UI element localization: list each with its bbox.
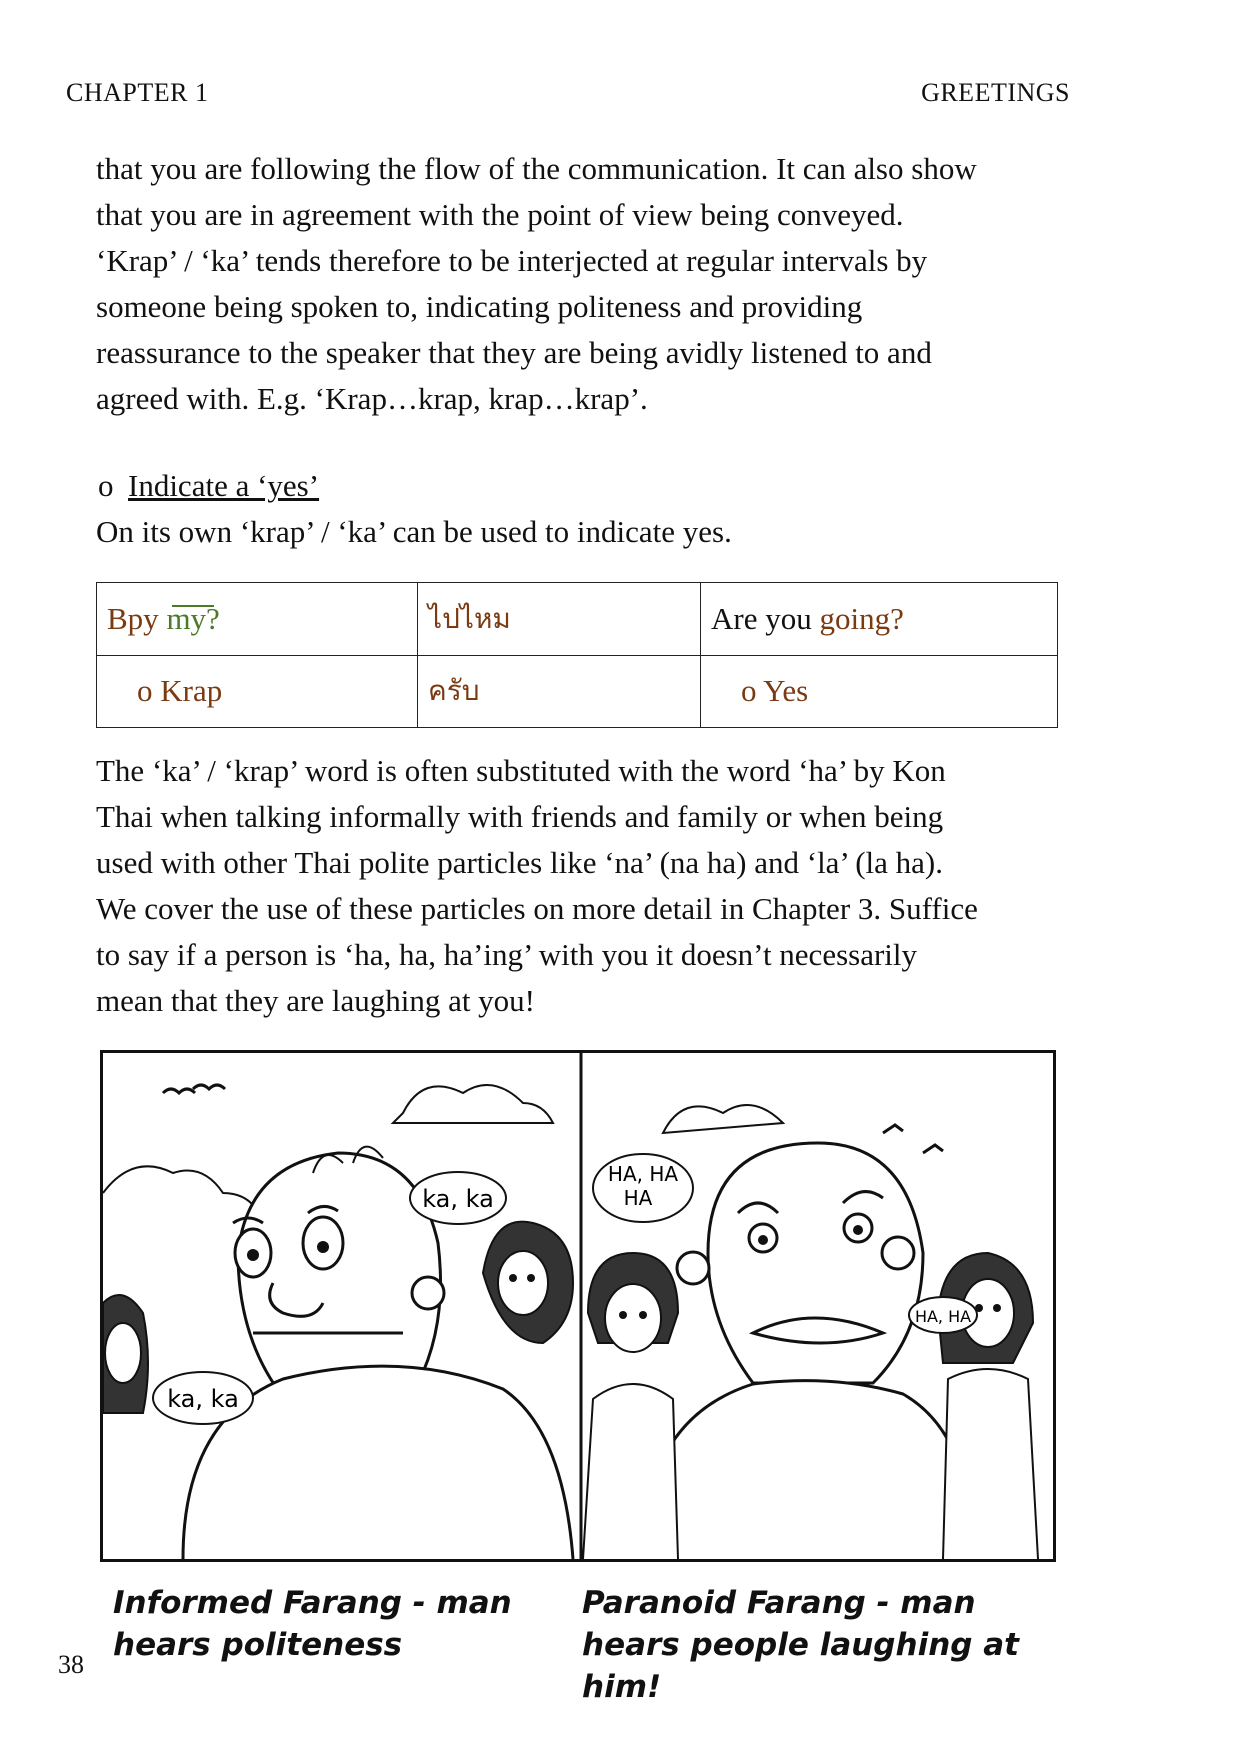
right-panel <box>583 1105 1038 1559</box>
paragraph-line: used with other Thai polite particles like ‘na’ (na ha) and ‘la’ (la ha). <box>96 845 943 880</box>
page-number: 38 <box>58 1650 84 1679</box>
farang-man-left <box>183 1147 573 1559</box>
paragraph-line: to say if a person is ‘ha, ha, ha’ing’ with you it doesn’t necessarily <box>96 937 918 972</box>
thai-woman-middle <box>583 1253 678 1559</box>
bubble-text: ka, ka <box>167 1385 239 1413</box>
chapter-header: CHAPTER 1 <box>66 78 209 107</box>
paragraph-line: mean that they are laughing at you! <box>96 983 536 1018</box>
table-cell <box>418 583 701 656</box>
bubble-text: ka, ka <box>422 1185 494 1213</box>
paragraph-line: that you are following the flow of the communication. It can also show <box>96 151 977 186</box>
caption-right: Paranoid Farang - man hears people laughing at him! <box>582 1585 1019 1705</box>
bullet-symbol: o <box>98 468 114 503</box>
table-cell <box>97 655 418 728</box>
section-header: GREETINGS <box>921 78 1070 107</box>
paragraph-line: We cover the use of these particles on more detail in Chapter 3. Suffice <box>96 891 978 926</box>
paragraph-line: Thai when talking informally with friends and family or when being <box>96 799 944 834</box>
phrase-my: my? <box>166 600 220 636</box>
paragraph-line: someone being spoken to, indicating politeness and providing <box>96 289 863 324</box>
farang-man-right <box>643 1143 973 1559</box>
bubble-text: HA, HA <box>914 1307 972 1326</box>
bubble-text: HA <box>623 1186 653 1210</box>
thai-woman-left <box>103 1295 148 1413</box>
thai-woman-right <box>483 1222 573 1343</box>
table-row <box>97 583 1058 656</box>
table-cell <box>97 583 418 656</box>
bird-icon <box>163 1085 225 1093</box>
paragraph-line: The ‘ka’ / ‘krap’ word is often substituted with the word ‘ha’ by Kon <box>96 753 946 788</box>
paragraph-line: agreed with. E.g. ‘Krap…krap, krap…krap’. <box>96 381 648 416</box>
paragraph-1 <box>96 146 1070 422</box>
phrase-krap: o Krap <box>137 673 223 709</box>
paragraph-line: that you are in agreement with the point of view being conveyed. <box>96 197 904 232</box>
bubble-text: HA, HA <box>607 1162 679 1186</box>
english-yes: o Yes <box>741 673 809 709</box>
comic-drawing <box>103 1053 1053 1559</box>
thai-krap: ครับ <box>428 674 480 708</box>
english-phrase: Are you <box>711 600 820 636</box>
english-phrase-highlight: going? <box>819 600 904 636</box>
cloud-icon <box>393 1085 553 1123</box>
bullet-title: Indicate a ‘yes’ <box>128 468 320 503</box>
left-panel <box>103 1085 573 1559</box>
table-cell <box>701 655 1058 728</box>
comic-illustration <box>100 1050 1056 1562</box>
cloud-icon <box>103 1166 263 1223</box>
table-cell <box>418 655 701 728</box>
caption-left: Informed Farang - man hears politeness <box>113 1585 512 1663</box>
bullet-heading <box>98 468 319 504</box>
paragraph-2 <box>96 748 1070 1024</box>
paragraph-line: reassurance to the speaker that they are being avidly listened to and <box>96 335 932 370</box>
yes-line: On its own ‘krap’ / ‘ka’ can be used to indicate yes. <box>96 514 732 549</box>
thai-phrase: ไปไหม <box>428 601 511 635</box>
table-row <box>97 655 1058 728</box>
phrase-bpy: Bpy <box>107 600 167 636</box>
table-cell <box>701 583 1058 656</box>
paragraph-line: ‘Krap’ / ‘ka’ tends therefore to be interjected at regular intervals by <box>96 243 928 278</box>
bird-icon <box>883 1125 943 1153</box>
phrase-table <box>96 582 1058 728</box>
cloud-icon <box>663 1105 783 1133</box>
